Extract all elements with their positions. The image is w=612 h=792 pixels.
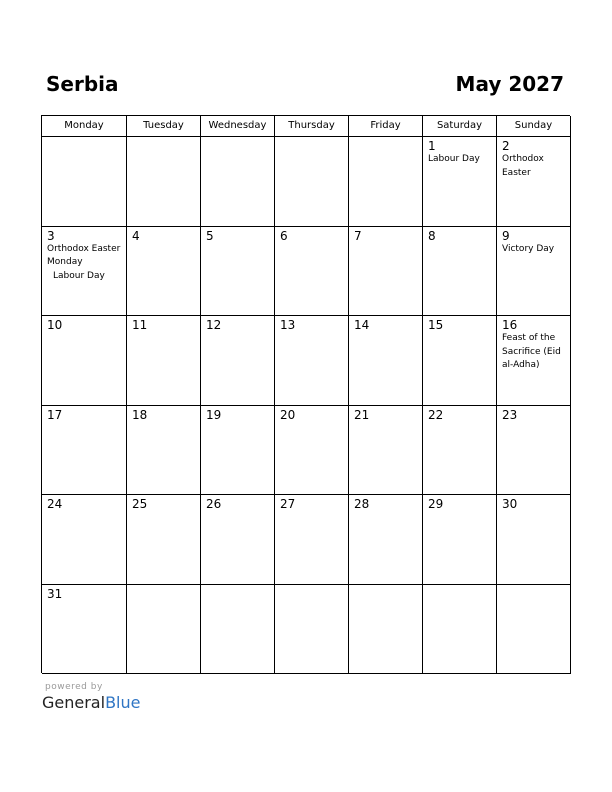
empty-day-cell	[127, 137, 201, 227]
day-cell-28	[349, 495, 423, 585]
day-number: 31	[47, 586, 63, 601]
day-number: 17	[47, 407, 63, 422]
day-cell-11	[127, 316, 201, 406]
empty-day-cell	[275, 585, 349, 675]
day-cell-26	[201, 495, 275, 585]
holiday-label: Labour Day	[428, 154, 480, 164]
day-number: 1	[428, 139, 436, 153]
weekday-header-friday: Friday	[349, 116, 423, 137]
day-cell-25	[127, 495, 201, 585]
day-number: 6	[280, 228, 288, 243]
day-cell-1	[423, 137, 497, 227]
day-cell-2	[497, 137, 571, 227]
day-number: 22	[428, 407, 444, 422]
holiday-label: Orthodox Easter	[502, 154, 544, 178]
day-number: 28	[354, 497, 370, 511]
day-cell-29	[423, 495, 497, 585]
day-number: 27	[280, 497, 296, 511]
empty-day-cell	[349, 585, 423, 675]
day-cell-19	[201, 406, 275, 496]
day-number: 15	[428, 318, 444, 332]
weekday-header-wednesday: Wednesday	[201, 116, 275, 137]
day-cell-10	[42, 316, 127, 406]
day-number: 20	[280, 407, 296, 422]
day-cell-16	[497, 316, 571, 406]
day-cell-8	[423, 227, 497, 317]
day-number: 12	[206, 318, 222, 332]
day-cell-27	[275, 495, 349, 585]
day-number: 9	[502, 228, 510, 243]
day-number: 21	[354, 407, 370, 422]
day-number: 26	[206, 497, 222, 511]
day-cell-13	[275, 316, 349, 406]
day-cell-12	[201, 316, 275, 406]
brand-general-text: General	[42, 693, 106, 712]
day-cell-20	[275, 406, 349, 496]
empty-day-cell	[497, 585, 571, 675]
day-cell-15	[423, 316, 497, 406]
day-cell-31	[42, 585, 127, 675]
day-cell-6	[275, 227, 349, 317]
day-number: 18	[132, 407, 148, 422]
day-number: 3	[47, 228, 55, 243]
empty-day-cell	[201, 137, 275, 227]
day-number: 16	[502, 318, 518, 332]
day-number: 10	[47, 318, 63, 332]
weekday-header-monday: Monday	[42, 116, 127, 137]
day-cell-24	[42, 495, 127, 585]
empty-day-cell	[127, 585, 201, 675]
day-cell-9	[497, 227, 571, 317]
day-cell-17	[42, 406, 127, 496]
empty-day-cell	[349, 137, 423, 227]
day-number: 14	[354, 318, 370, 332]
day-cell-3	[42, 227, 127, 317]
month-title: May 2027	[455, 72, 564, 96]
empty-day-cell	[275, 137, 349, 227]
holiday-label: Victory Day	[502, 243, 555, 254]
empty-day-cell	[201, 585, 275, 675]
weekday-header-thursday: Thursday	[275, 116, 349, 137]
day-cell-5	[201, 227, 275, 317]
weekday-header-tuesday: Tuesday	[127, 116, 201, 137]
day-cell-18	[127, 406, 201, 496]
weekday-header-sunday: Sunday	[497, 116, 571, 137]
empty-day-cell	[42, 137, 127, 227]
day-number: 23	[502, 407, 518, 422]
day-number: 25	[132, 497, 148, 511]
day-number: 19	[206, 407, 222, 422]
day-cell-14	[349, 316, 423, 406]
generalblue-logo[interactable]	[42, 692, 140, 714]
day-number: 8	[428, 228, 436, 243]
day-number: 7	[354, 228, 362, 243]
weekday-header-saturday: Saturday	[423, 116, 497, 137]
day-number: 2	[502, 139, 510, 153]
day-number: 4	[132, 228, 140, 243]
holiday-label: Feast of the Sacrifice (Eid al-Adha)	[502, 333, 561, 370]
day-cell-4	[127, 227, 201, 317]
day-cell-30	[497, 495, 571, 585]
day-number: 30	[502, 497, 518, 511]
brand-blue-text: Blue	[105, 693, 141, 712]
day-cell-21	[349, 406, 423, 496]
day-number: 24	[47, 497, 63, 511]
calendar-grid	[41, 115, 570, 673]
day-number: 11	[132, 318, 148, 332]
holiday-label: Labour Day	[53, 270, 105, 281]
day-cell-23	[497, 406, 571, 496]
day-number: 13	[280, 318, 296, 332]
country-title: Serbia	[46, 72, 119, 96]
holiday-label: Orthodox Easter Monday	[47, 243, 121, 267]
day-cell-22	[423, 406, 497, 496]
empty-day-cell	[423, 585, 497, 675]
day-cell-7	[349, 227, 423, 317]
day-number: 29	[428, 497, 444, 511]
day-number: 5	[206, 228, 214, 243]
powered-by-label: powered by	[45, 682, 103, 692]
